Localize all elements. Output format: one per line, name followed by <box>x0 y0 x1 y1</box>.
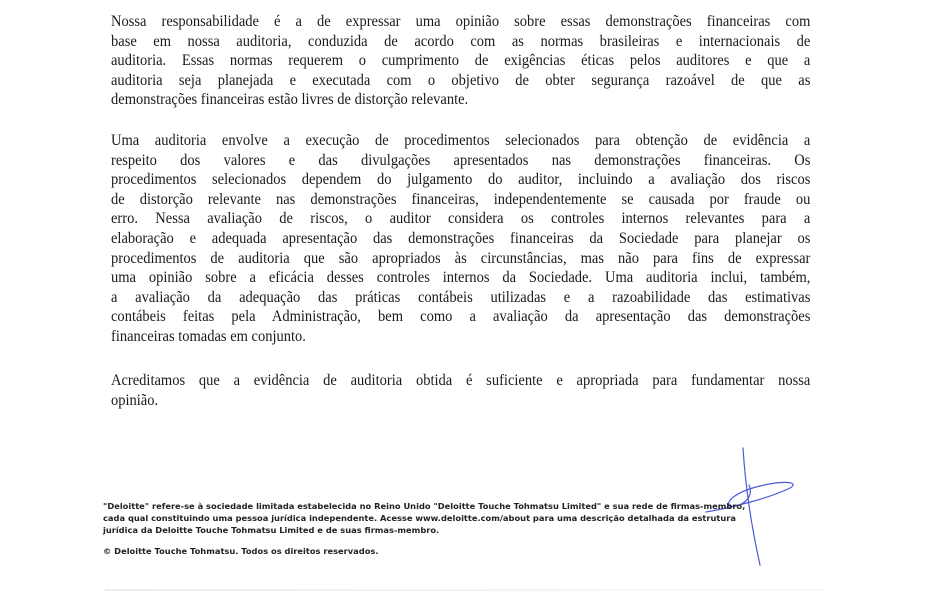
text-line: opinião. <box>111 391 159 409</box>
footer-line: cada qual constituindo uma pessoa jurídica independente. Acesse www.deloitte.com/about para uma descrição detalhada da estrutura <box>103 513 736 523</box>
text-line: elaboração e adequada apresentação das demonstrações financeiras da Sociedade para planejar os <box>111 229 811 247</box>
text-line: erro. Nessa avaliação de riscos, o auditor considera os controles internos relevantes para a <box>111 210 811 228</box>
paragraph-audit-procedures <box>111 131 811 347</box>
text-line: Uma auditoria envolve a execução de procedimentos selecionados para obtenção de evidência a <box>111 132 811 149</box>
text-line: Acreditamos que a evidência de auditoria obtida é suficiente e apropriada para fundamentar nossa <box>111 372 811 389</box>
footer-legal-notice <box>103 500 745 536</box>
text-line: demonstrações financeiras estão livres de distorção relevante. <box>111 91 469 109</box>
footer-line: "Deloitte" refere-se à sociedade limitada estabelecida no Reino Unido "Deloitte Touche Tohmatsu Limited" e sua rede de firmas-membro, <box>103 501 746 511</box>
text-line: a avaliação da adequação das práticas contábeis utilizadas e a razoabilidade das estimativas <box>111 288 811 306</box>
text-line: uma opinião sobre a eficácia desses controles internos da Sociedade. Uma auditoria inclui, também, <box>111 269 811 287</box>
text-line: financeiras tomadas em conjunto. <box>111 327 306 345</box>
page-edge-divider <box>105 589 825 591</box>
text-line: Nossa responsabilidade é a de expressar uma opinião sobre essas demonstrações financeiras com <box>111 13 811 30</box>
text-line: base em nossa auditoria, conduzida de acordo com as normas brasileiras e internacionais de <box>111 32 811 50</box>
paragraph-responsibility <box>111 12 811 110</box>
text-line: auditoria seja planejada e executada com o objetivo de obter segurança razoável de que as <box>111 71 811 89</box>
copyright-notice: © Deloitte Touche Tohmatsu. Todos os direitos reservados. <box>103 546 379 556</box>
text-line: contábeis feitas pela Administração, bem como a avaliação da apresentação das demonstrações <box>111 308 811 326</box>
paragraph-evidence <box>111 371 811 410</box>
text-line: auditoria. Essas normas requerem o cumprimento de exigências éticas pelos auditores e que a <box>111 52 811 70</box>
text-line: procedimentos de auditoria que são apropriados às circunstâncias, mas não para fins de expressar <box>111 249 811 267</box>
text-line: procedimentos selecionados dependem do julgamento do auditor, incluindo a avaliação dos riscos <box>111 171 811 189</box>
text-line: de distorção relevante nas demonstrações financeiras, independentemente se causada por fraude ou <box>111 190 811 208</box>
footer-line: jurídica da Deloitte Touche Tohmatsu Limited e de suas firmas-membro. <box>103 525 440 535</box>
text-line: respeito dos valores e das divulgações apresentados nas demonstrações financeiras. Os <box>111 151 811 169</box>
